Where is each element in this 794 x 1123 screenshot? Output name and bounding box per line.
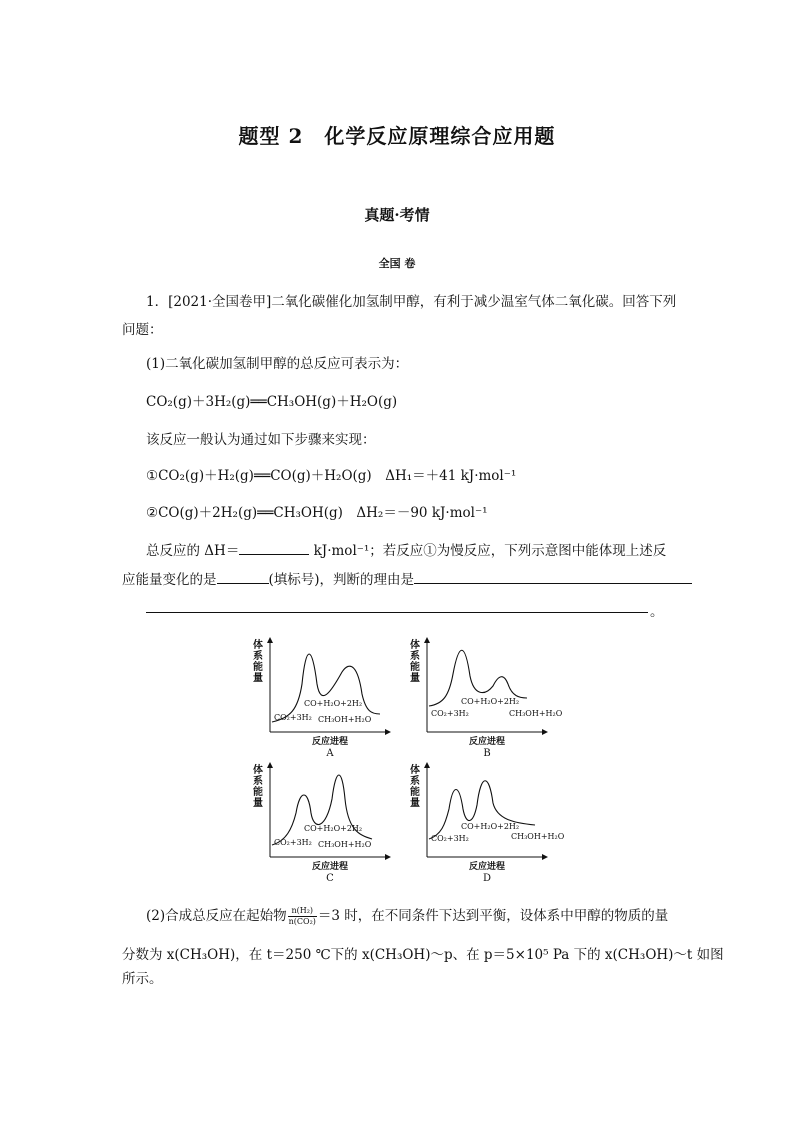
- ask-delta-h-text: 总反应的 ΔH＝: [146, 543, 240, 559]
- y-axis-label: 体: [410, 640, 420, 651]
- x-axis-label: 反应进程: [468, 737, 506, 747]
- x-axis-label: 反应进程: [468, 862, 506, 872]
- y-axis-label: 量: [253, 798, 263, 809]
- y-axis-label: 体: [253, 640, 263, 651]
- y-axis-label: 量: [410, 673, 420, 684]
- part-1-intro: (1)二氧化碳加氢制甲醇的总反应可表示为：: [146, 356, 409, 372]
- intermediate-label: CO+H₂O+2H₂: [304, 824, 363, 833]
- question-1-line-2: 问题：: [122, 322, 163, 338]
- ratio-fraction: [288, 906, 317, 927]
- reason-blank-2[interactable]: [146, 612, 648, 613]
- energy-curve: [272, 775, 372, 845]
- y-axis-label: 量: [410, 798, 420, 809]
- part-2-line-2: 分数为 x(CH₃OH)，在 t＝250 ℃下的 x(CH₃OH)～p、在 p＝5×10⁵ Pa 下的 x(CH₃OH)～t 如图: [122, 947, 724, 963]
- step-1-equation: ①CO₂(g)＋H₂(g)══CO(g)＋H₂O(g) ΔH₁＝＋41 kJ·mol⁻¹: [146, 468, 517, 484]
- diagram-panel-c: [253, 763, 390, 882]
- part-2-line-3: 所示。: [122, 971, 163, 987]
- diagram-panel-b: [410, 638, 563, 759]
- part-2-text-b: ＝3 时，在不同条件下达到平衡，设体系中甲醇的物质的量: [317, 908, 669, 924]
- diagram-panel-d: [410, 763, 565, 882]
- y-axis-label: 系: [253, 651, 263, 662]
- y-axis-label: 系: [410, 651, 420, 662]
- ask-diagram-text: kJ·mol⁻¹；若反应①为慢反应，下列示意图中能体现上述反: [313, 543, 667, 559]
- ask-reason-text: (填标号)，判断的理由是: [268, 572, 415, 588]
- subsection-heading: 全国 卷: [378, 257, 416, 270]
- intermediate-label: CO+H₂O+2H₂: [461, 822, 520, 831]
- y-axis-label: 体: [253, 765, 263, 776]
- intermediate-label: CO+H₂O+2H₂: [461, 697, 520, 706]
- question-ask-line-2: [122, 568, 692, 588]
- products-label: CH₃OH+H₂O: [318, 715, 372, 724]
- products-label: CH₃OH+H₂O: [318, 840, 372, 849]
- panel-label: D: [482, 873, 492, 882]
- section-heading: 真题·考情: [364, 206, 430, 224]
- fraction-denominator: n(CO₂): [288, 917, 316, 926]
- x-axis-label: 反应进程: [311, 737, 349, 747]
- ask-end-mark: 。: [650, 604, 664, 620]
- question-1-line-1: 1．[2021·全国卷甲]二氧化碳催化加氢制甲醇，有利于减少温室气体二氧化碳。回答下列: [146, 294, 677, 310]
- y-axis-label: 能: [253, 787, 263, 798]
- panel-label: A: [326, 748, 334, 759]
- panel-label: C: [326, 873, 334, 882]
- panel-label: B: [483, 748, 491, 759]
- page-title: 题型 2 化学反应原理综合应用题: [238, 124, 556, 148]
- x-axis-label: 反应进程: [311, 862, 349, 872]
- reactants-label: CO₂+3H₂: [431, 834, 469, 843]
- step-2-equation: ②CO(g)＋2H₂(g)══CH₃OH(g) ΔH₂＝－90 kJ·mol⁻¹: [146, 505, 488, 521]
- y-axis-label: 能: [410, 787, 420, 798]
- steps-intro: 该反应一般认为通过如下步骤来实现：: [146, 432, 376, 448]
- y-axis-label: 体: [410, 765, 420, 776]
- question-ask-line-1: [146, 539, 666, 559]
- products-label: CH₃OH+H₂O: [509, 709, 563, 718]
- choice-blank[interactable]: [217, 569, 269, 584]
- energy-diagram-figure: [250, 634, 590, 882]
- diagram-panel-a: [253, 638, 390, 759]
- y-axis-label: 量: [253, 673, 263, 684]
- reactants-label: CO₂+3H₂: [274, 838, 312, 847]
- y-axis-label: 系: [410, 776, 420, 787]
- part-2-text-a: (2)合成总反应在起始物: [146, 908, 287, 924]
- total-reaction-equation: CO₂(g)＋3H₂(g)══CH₃OH(g)＋H₂O(g): [146, 394, 398, 410]
- y-axis-label: 能: [410, 662, 420, 673]
- products-label: CH₃OH+H₂O: [511, 832, 565, 841]
- intermediate-label: CO+H₂O+2H₂: [304, 699, 363, 708]
- delta-h-blank[interactable]: [239, 540, 309, 555]
- reactants-label: CO₂+3H₂: [274, 713, 312, 722]
- energy-curve: [272, 654, 380, 722]
- ask-choice-text: 应能量变化的是: [122, 572, 217, 588]
- reason-blank-1[interactable]: [414, 569, 692, 584]
- reactants-label: CO₂+3H₂: [431, 709, 469, 718]
- y-axis-label: 系: [253, 776, 263, 787]
- part-2-line-1: [146, 904, 668, 927]
- fraction-numerator: n(H₂): [288, 906, 317, 917]
- y-axis-label: 能: [253, 662, 263, 673]
